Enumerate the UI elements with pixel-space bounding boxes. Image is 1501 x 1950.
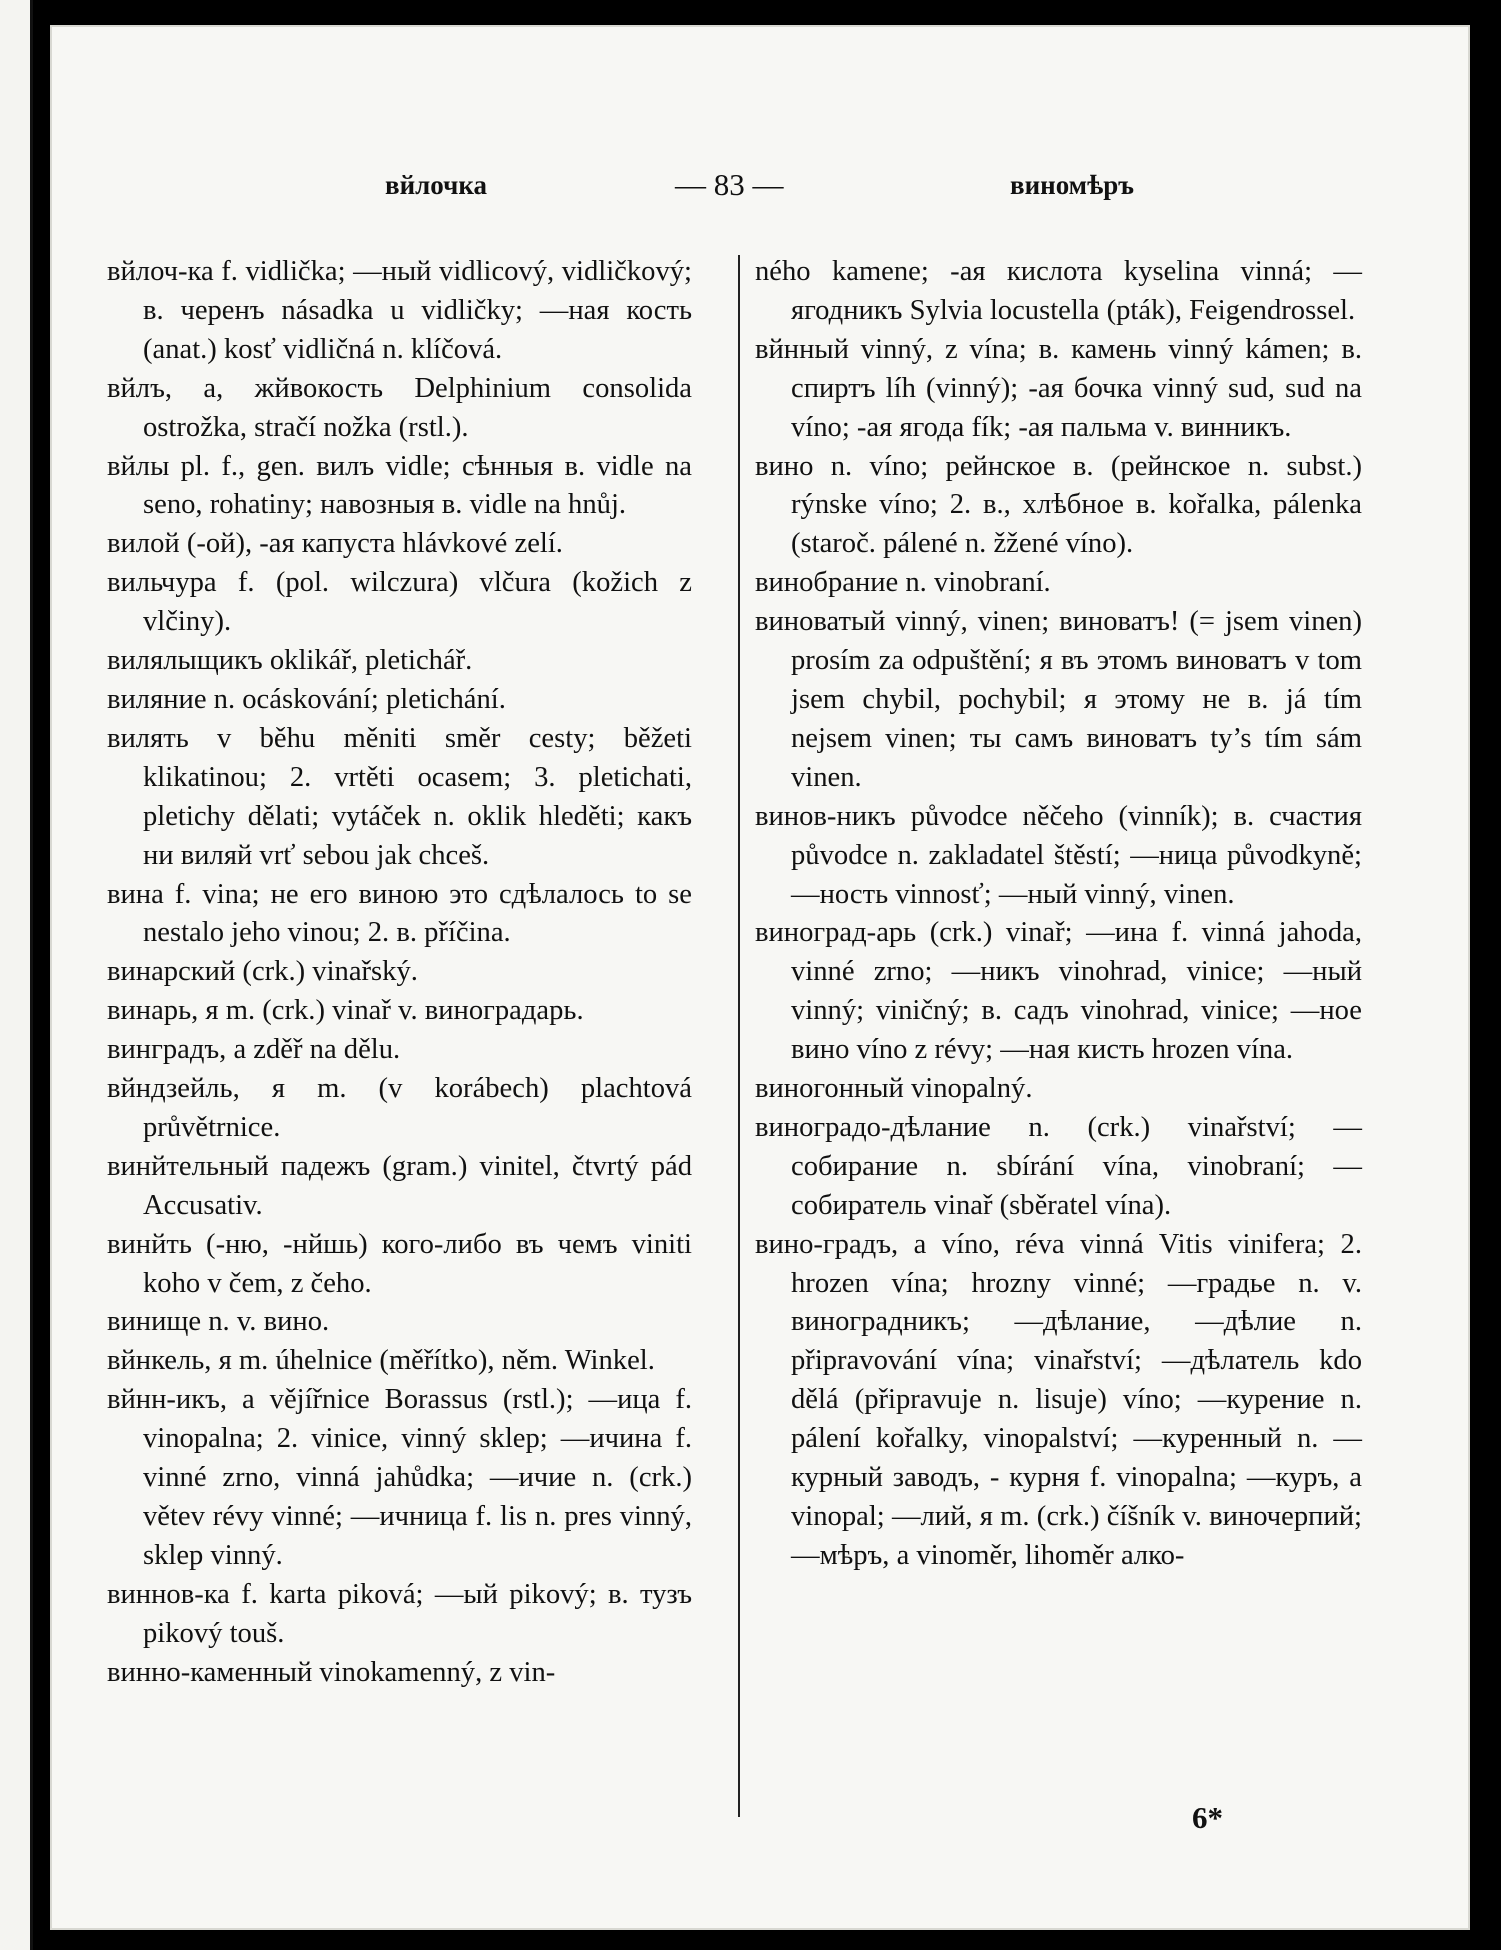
entry: винов-никъ původce něčeho (vinník); в. счастия původce n. zakladatel štěstí; —ница původkyně; —ность vinnosť; —ный vinný, vinen. — [755, 800, 1362, 910]
entry: виляние n. ocáskování; pletichání. — [107, 683, 506, 715]
entry: винйть (-ню, -нйшь) кого-либо въ чемъ viniti koho v čem, z čeho. — [107, 1228, 692, 1299]
entry: ného kamene; -ая кислота kyselina vinná; —ягодникъ Sylvia locustella (pták), Feigendrossel. — [755, 256, 1362, 326]
header-left-word: вйлочка — [385, 170, 487, 200]
signature-mark: 6* — [1192, 1800, 1223, 1835]
entry: вйлы pl. f., gen. вилъ vidle; сѣнныя в. vidle na seno, rohatiny; навозныя в. vidle na hnůj. — [107, 450, 692, 521]
entry: вилой (-ой), -ая капуста hlávkové zelí. — [107, 528, 563, 560]
entry: виноградо-дѣлание n. (crk.) vinařství; —собирание n. sbírání vína, vinobraní; —собиратель vinař (sběratel vína). — [755, 1111, 1362, 1221]
entry: вйлъ, а, жйвокость Delphinium consolida ostrožka, stračí nožka (rstl.). — [107, 372, 692, 443]
entry: винарский (crk.) vinařský. — [107, 956, 418, 988]
entry: вйнкель, я m. úhelnice (měřítko), něm. Winkel. — [107, 1345, 655, 1377]
entry: вйнн-икъ, а vějířnice Borassus (rstl.); —ица f. vinopalna; 2. vinice, vinný sklep; —ичина f. vinné zrno, vinná jahůdka; —ичие n. (crk.) větev révy vinné; —ичница f. lis n. pres vinný, sklep vinný. — [107, 1384, 692, 1571]
left-column — [107, 253, 692, 1693]
entry: вилять v běhu měniti směr cesty; běžeti klikatinou; 2. vrtěti ocasem; 3. pletichati, pletichy dělati; vytáček n. oklik hleděti; какъ ни виляй vrť sebou jak chceš. — [107, 722, 692, 871]
entry: винно-каменный vinokamenný, z vin- — [107, 1656, 556, 1688]
entry: вино-градъ, а víno, réva vinná Vitis vinifera; 2. hrozen vína; hrozny vinné; —градье n. v. виноградникъ; —дѣлание, —дѣлие n. připravování vína; vinařství; —дѣлатель kdo dělá (připravuje n. lisuje) víno; —курение n. pálení kořalky, vinopalství; —куренный n. —курный заводъ, - курня f. vinopalna; —куръ, а vinopal; —лий, я m. (crk.) číšník v. виночерпий; —мѣръ, а vinoměr, lihoměr алко- — [755, 1228, 1362, 1571]
column-divider — [738, 255, 740, 1817]
page-number: — 83 — — [675, 167, 784, 202]
right-column — [755, 253, 1362, 1576]
adjacent-page-edge — [0, 0, 33, 1950]
entry: вйндзейль, я m. (v korábech) plachtová průvětrnice. — [107, 1073, 692, 1143]
entry: виннов-ка f. karta piková; —ый pikový; в. тузъ pikový touš. — [107, 1578, 692, 1649]
running-head — [50, 167, 1470, 210]
entry: винградъ, а zděř na dělu. — [107, 1034, 401, 1066]
entry: вйлоч-ка f. vidlička; —ный vidlicový, vidličkový; в. черенъ násadka u vidličky; —ная кость (anat.) kosť vidličná n. klíčová. — [107, 256, 692, 365]
entry: винище n. v. вино. — [107, 1306, 330, 1338]
header-right-word: виномѣръ — [1010, 170, 1135, 200]
entry: вина f. vina; не его виною это сдѣлалось to se nestalo jeho vinou; 2. в. příčina. — [107, 878, 692, 949]
entry: вилялыщикъ oklikář, pletichář. — [107, 645, 473, 677]
entry: виногонный vinopalný. — [755, 1073, 1033, 1105]
entry: вйнный vinný, z vína; в. камень vinný kámen; в. спиртъ líh (vinný); -ая бочка vinný sud, sud na víno; -ая ягода fík; -ая пальма v. винникъ. — [755, 333, 1362, 443]
entry: виноград-арь (crk.) vinař; —ина f. vinná jahoda, vinné zrno; —никъ vinohrad, vinice; —ный vinný; viničný; в. садъ vinohrad, vinice; —ное вино víno z révy; —ная кисть hrozen vína. — [755, 917, 1362, 1066]
entry: винарь, я m. (crk.) vinař v. виноградарь. — [107, 995, 584, 1027]
entry: винйтельный падежъ (gram.) vinitel, čtvrtý pád Accusativ. — [107, 1150, 692, 1221]
entry: вино n. víno; рейнское в. (рейнское n. subst.) rýnske víno; 2. в., хлѣбное в. kořalka, pálenka (staroč. pálené n. žžené víno). — [755, 450, 1362, 560]
entry: вильчура f. (pol. wilczura) vlčura (kožich z vlčiny). — [107, 567, 692, 638]
entry: винобрание n. vinobraní. — [755, 567, 1051, 599]
dictionary-page — [50, 25, 1470, 1930]
entry: виноватый vinný, vinen; виноватъ! (= jsem vinen) prosím za odpuštění; я въ этомъ виноватъ v tom jsem chybil, pochybil; я этому не в. já tím nejsem vinen; ты самъ виноватъ ty’s tím sám vinen. — [755, 606, 1362, 793]
